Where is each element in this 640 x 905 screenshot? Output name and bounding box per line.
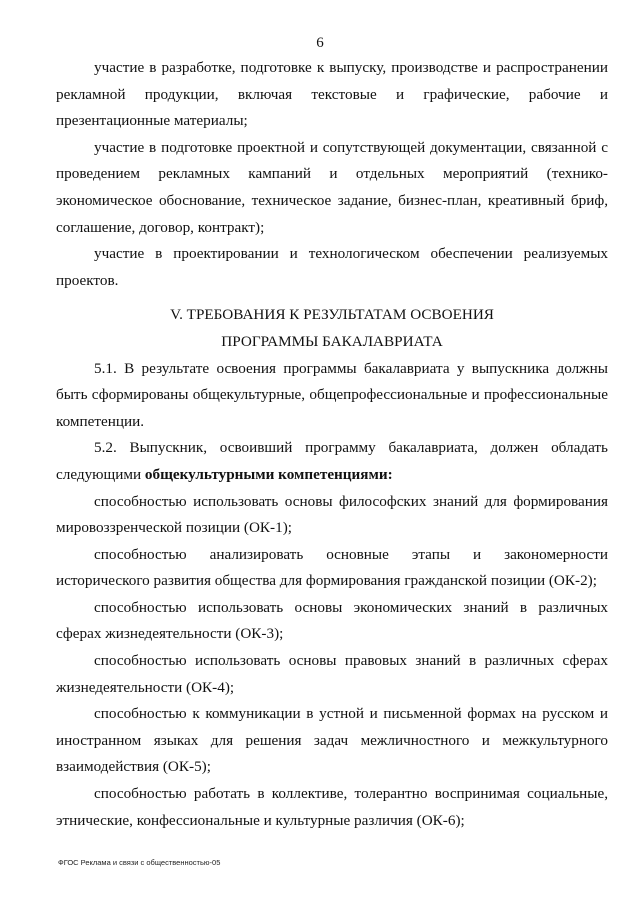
competency-ok-5: способностью к коммуникации в устной и письменной формах на русском и иностранном языках для решения задач межличностного и межкультурного взаимодействия (ОК-5); (56, 705, 608, 776)
paragraph-5-2-bold: общекультурными компетенциями: (144, 465, 393, 483)
competency-ok-1: способностью использовать основы философских знаний для формирования мировоззренческой позиции (ОК-1); (56, 492, 608, 537)
paragraph-5-2 (56, 435, 608, 488)
paragraph-5-2-intro: 5.2. Выпускник, освоивший программу бакалавриата, должен обладать следующими (56, 439, 608, 483)
paragraph-project-design: участие в проектировании и технологическом обеспечении реализуемых проектов. (56, 245, 608, 289)
paragraph-project-documentation: участие в подготовке проектной и сопутствующей документации, связанной с проведением рекламных кампаний и отдельных мероприятий (технико-экономическое обоснование, техническое задание, бизнес-план, креативный бриф, соглашение, договор, контракт); (56, 138, 608, 236)
paragraph-5-1: 5.1. В результате освоения программы бакалавриата у выпускника должны быть сформированы общекультурные, общепрофессиональные и профессиональные компетенции. (56, 359, 608, 430)
section-heading-line-1: V. ТРЕБОВАНИЯ К РЕЗУЛЬТАТАМ ОСВОЕНИЯ (170, 306, 494, 324)
competency-ok-4: способностью использовать основы правовых знаний в различных сферах жизнедеятельности (ОК-4); (56, 652, 608, 696)
paragraph-advertising-production: участие в разработке, подготовке к выпуску, производстве и распространении рекламной продукции, включая текстовые и графические, рабочие и презентационные материалы; (56, 59, 608, 130)
competency-ok-3: способностью использовать основы экономических знаний в различных сферах жизнедеятельности (ОК-3); (56, 598, 608, 643)
document-footer: ФГОС Реклама и связи с общественностью-05 (58, 858, 221, 867)
page-number: 6 (316, 35, 324, 51)
document-body (56, 55, 608, 834)
competency-ok-2: способностью анализировать основные этапы и закономерности исторического развития общества для формирования гражданской позиции (ОК-2); (56, 545, 608, 590)
section-heading-line-2: ПРОГРАММЫ БАКАЛАВРИАТА (221, 332, 443, 350)
competency-ok-6: способностью работать в коллективе, толерантно воспринимая социальные, этнические, конфессиональные и культурные различия (ОК-6); (56, 785, 608, 829)
